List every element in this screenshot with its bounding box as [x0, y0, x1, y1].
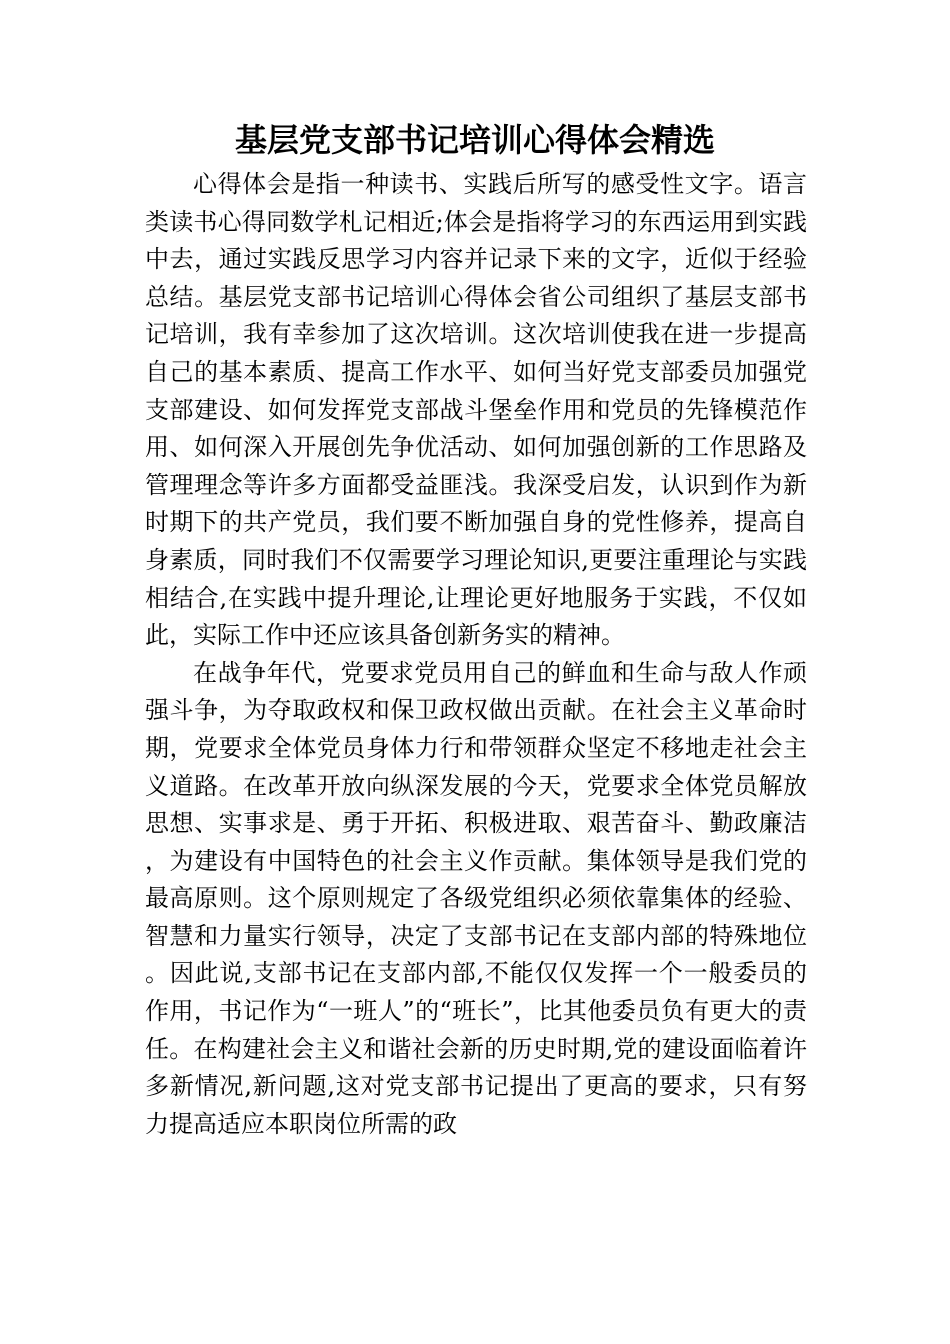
document-body — [145, 166, 807, 1143]
document-title: 基层党支部书记培训心得体会精选 — [234, 121, 715, 159]
paragraph-1: 心得体会是指一种读书、实践后所写的感受性文字。语言类读书心得同数学札记相近;体会是指将学习的东西运用到实践中去，通过实践反思学习内容并记录下来的文字，近似于经验总结。基层党支部书记培训心得体会省公司组织了基层支部书记培训，我有幸参加了这次培训。这次培训使我在进一步提高自己的基本素质、提高工作水平、如何当好党支部委员加强党支部建设、如何发挥党支部战斗堡垒作用和党员的先锋模范作用、如何深入开展创先争优活动、如何加强创新的工作思路及管理理念等许多方面都受益匪浅。我深受启发，认识到作为新时期下的共产党员，我们要不断加强自身的党性修养，提高自身素质，同时我们不仅需要学习理论知识,更要注重理论与实践相结合,在实践中提升理论,让理论更好地服务于实践，不仅如此，实际工作中还应该具备创新务实的精神。 — [145, 170, 807, 650]
paragraph-2: 在战争年代，党要求党员用自己的鲜血和生命与敌人作顽强斗争，为夺取政权和保卫政权做出贡献。在社会主义革命时期，党要求全体党员身体力行和带领群众坚定不移地走社会主义道路。在改革开放向纵深发展的今天，党要求全体党员解放思想、实事求是、勇于开拓、积极进取、艰苦奋斗、勤政廉洁，为建设有中国特色的社会主义作贡献。集体领导是我们党的最高原则。这个原则规定了各级党组织必须依靠集体的经验、智慧和力量实行领导，决定了支部书记在支部内部的特殊地位。因此说,支部书记在支部内部,不能仅仅发挥一个一般委员的作用，书记作为“一班人”的“班长”，比其他委员负有更大的责任。在构建社会主义和谐社会新的历史时期,党的建设面临着许多新情况,新问题,这对党支部书记提出了更高的要求，只有努力提高适应本职岗位所需的政 — [145, 658, 807, 1138]
